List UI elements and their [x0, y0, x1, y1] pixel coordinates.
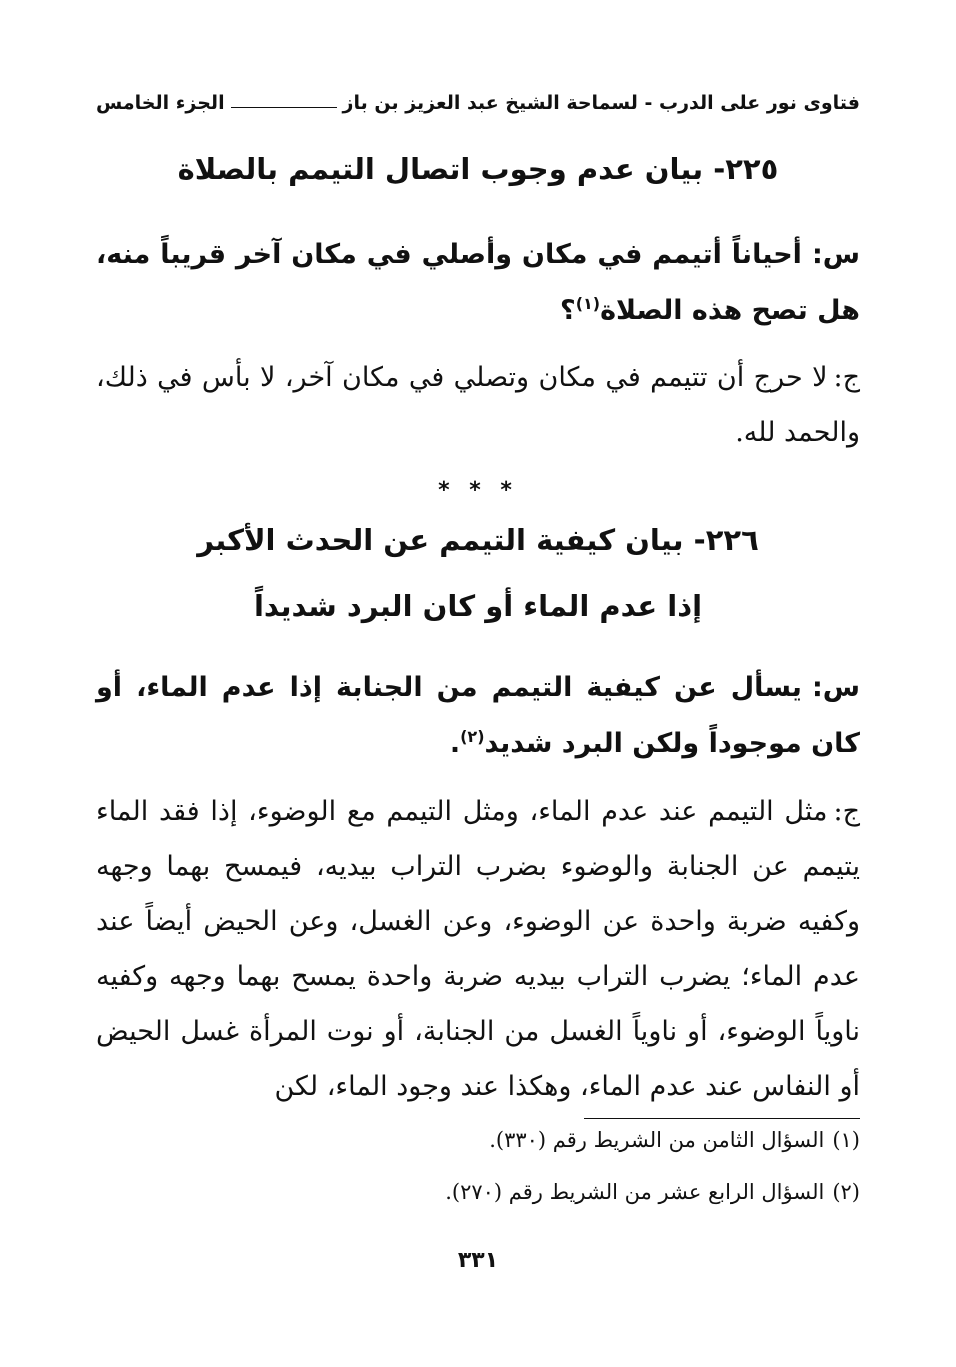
question-end: ؟ [560, 295, 576, 326]
section-separator: * * * [438, 478, 518, 503]
footnote-number: (١) [832, 1128, 860, 1152]
footnote-number: (٢) [832, 1180, 860, 1204]
fatwa-225-answer [96, 350, 860, 460]
fatwa-225-title: ٢٢٥- بيان عدم وجوب اتصال التيمم بالصلاة [177, 152, 779, 186]
header-rule [231, 107, 337, 108]
footnote-ref-1: (١) [575, 294, 601, 313]
question-marker: س: [811, 239, 860, 270]
footnote-2 [96, 1180, 860, 1204]
footnote-ref-2: (٢) [460, 727, 485, 746]
fatwa-226-question [96, 660, 860, 772]
answer-text: مثل التيمم عند عدم الماء، ومثل التيمم مع الوضوء، إذا فقد الماء يتيمم عن الجنابة والوضوء بضرب التراب بيديه، فيمسح بهما وجهه وكفيه ضربة واحدة عن الوضوء، وعن الغسل، وعن الحيض أيضاً عند عدم الماء؛ يضرب التراب بيديه ضربة واحدة يمسح بهما وجهه وكفيه ناوياً الوضوء، أو ناوياً الغسل من الجنابة، أو نوت المرأة غسل الحيض أو النفاس عند عدم الماء، وهكذا عند وجود الماء، لكن [96, 796, 861, 1102]
answer-marker: ج: [833, 362, 860, 393]
running-header [96, 88, 860, 118]
book-title: فتاوى نور على الدرب - لسماحة الشيخ عبد العزيز بن باز [342, 92, 860, 114]
answer-text: لا حرج أن تتيمم في مكان وتصلي في مكان آخر، لا بأس في ذلك، والحمد لله. [96, 362, 860, 448]
fatwa-226-answer [96, 784, 860, 1114]
footnote-divider [584, 1118, 860, 1119]
footnote-text: السؤال الثامن من الشريط رقم (٣٣٠). [489, 1128, 825, 1152]
page-number: ٣٣١ [457, 1248, 499, 1273]
question-end: . [449, 728, 461, 759]
question-marker: س: [811, 672, 860, 703]
fatwa-226-title-line2: إذا عدم الماء أو كان البرد شديداً [253, 589, 703, 623]
footnote-1 [96, 1128, 860, 1152]
volume-label: الجزء الخامس [96, 92, 225, 114]
footnote-text: السؤال الرابع عشر من الشريط رقم (٢٧٠). [445, 1180, 825, 1204]
answer-marker: ج: [833, 796, 860, 827]
fatwa-225-question [96, 227, 860, 339]
question-text: أحياناً أتيمم في مكان وأصلي في مكان آخر قريباً منه، هل تصح هذه الصلاة [96, 239, 860, 326]
question-text: يسأل عن كيفية التيمم من الجنابة إذا عدم الماء، أو كان موجوداً ولكن البرد شديد [96, 672, 860, 759]
fatwa-226-title-line1: ٢٢٦- بيان كيفية التيمم عن الحدث الأكبر [197, 523, 759, 557]
